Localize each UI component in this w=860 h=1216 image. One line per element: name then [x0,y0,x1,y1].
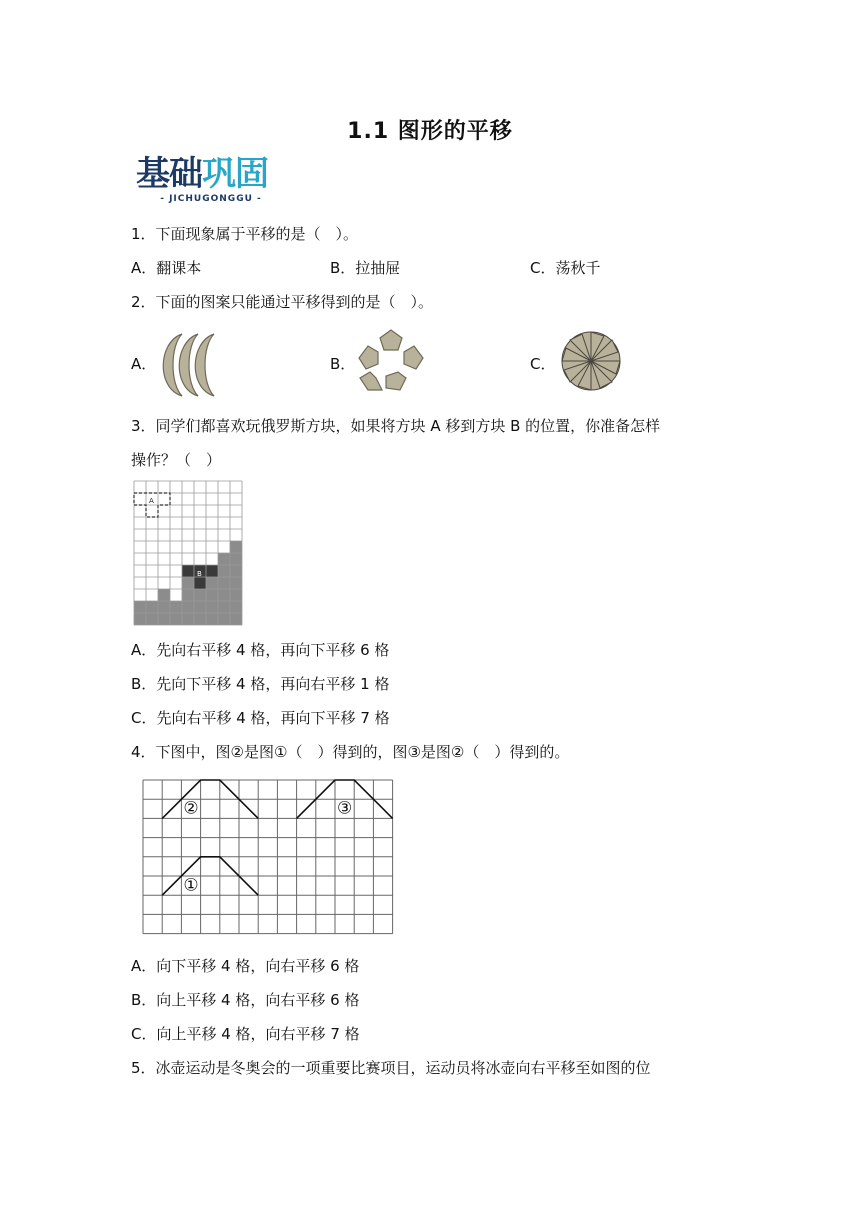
filled-cell [194,613,206,625]
filled-cell [182,613,194,625]
filled-cell [158,601,170,613]
block-b-cell [182,565,194,577]
q2-option-b[interactable]: B． [330,355,356,373]
filled-cell [206,589,218,601]
section-badge [136,154,286,208]
crescent-3 [195,334,214,396]
block-b-label: B [197,570,202,578]
filled-cell [170,613,182,625]
filled-cell [206,613,218,625]
filled-cell [194,601,206,613]
filled-cell [218,577,230,589]
filled-cell [218,565,230,577]
q2-stem: 2．下面的图案只能通过平移得到的是（ ）。 [131,293,434,311]
filled-cell [146,601,158,613]
filled-cell [218,601,230,613]
q3-stem-line1: 3．同学们都喜欢玩俄罗斯方块，如果将方块 A 移到方块 B 的位置，你准备怎样 [131,417,661,435]
filled-cell [134,613,146,625]
q4-stem: 4．下图中，图②是图①（ ）得到的，图③是图②（ ）得到的。 [131,743,570,761]
filled-cell [230,601,242,613]
section-badge-subtitle: - JICHUGONGGU - [160,194,262,204]
filled-cell [206,601,218,613]
pentagon-1 [380,330,402,350]
q3-stem-line2: 操作？（ ） [131,451,222,469]
q1-option-c[interactable]: C．荡秋千 [530,259,601,277]
pentagons-figure [356,328,426,392]
q4-option-a[interactable]: A．向下平移 4 格，向右平移 6 格 [131,957,360,975]
badge-teal-text: 巩固 [202,154,268,194]
q1-option-b[interactable]: B．拉抽屉 [330,259,401,277]
filled-cell [194,589,206,601]
filled-cell [230,565,242,577]
filled-cell [218,553,230,565]
q3-option-a[interactable]: A．先向右平移 4 格，再向下平移 6 格 [131,641,390,659]
filled-cell [134,601,146,613]
filled-cell [158,589,170,601]
q5-stem: 5．冰壶运动是冬奥会的一项重要比赛项目，运动员将冰壶向右平移至如图的位 [131,1059,651,1077]
filled-cell [230,553,242,565]
figure-2-label: ② [183,798,199,819]
pentagon-2 [404,346,423,369]
q3-option-c[interactable]: C．先向右平移 4 格，再向下平移 7 格 [131,709,390,727]
filled-cell [218,613,230,625]
crescents-figure [152,330,232,400]
filled-cell [230,577,242,589]
q4-option-b[interactable]: B．向上平移 4 格，向右平移 6 格 [131,991,360,1009]
q2-option-a[interactable]: A． [131,355,157,373]
filled-cell [182,577,194,589]
filled-cell [230,613,242,625]
figure-3-label: ③ [336,798,353,819]
tetris-grid-figure [134,481,244,627]
q1-option-a[interactable]: A．翻课本 [131,259,202,277]
q2-option-c[interactable]: C． [530,355,556,373]
filled-cell [230,541,242,553]
pentagon-4 [360,372,382,390]
filled-cell [146,613,158,625]
page-title: 1.1 图形的平移 [347,119,513,144]
q4-option-c[interactable]: C．向上平移 4 格，向右平移 7 格 [131,1025,360,1043]
block-b-cell [194,577,206,589]
badge-dark-text: 基础 [136,154,202,194]
block-b-cell [206,565,218,577]
filled-cell [158,613,170,625]
filled-cell [170,601,182,613]
filled-cell [182,601,194,613]
filled-cell [218,589,230,601]
q3-option-b[interactable]: B．先向下平移 4 格，再向右平移 1 格 [131,675,390,693]
block-a-label: A [149,497,154,505]
section-badge-title [136,154,268,194]
pentagon-5 [359,346,378,369]
filled-cell [230,589,242,601]
figure-1-label: ① [183,875,199,896]
q1-stem: 1．下面现象属于平移的是（ ）。 [131,225,359,243]
filled-cell [182,589,194,601]
pentagon-3 [386,372,406,390]
filled-cell [206,577,218,589]
pinwheel-figure [560,330,622,392]
translation-grid-figure [143,780,393,936]
